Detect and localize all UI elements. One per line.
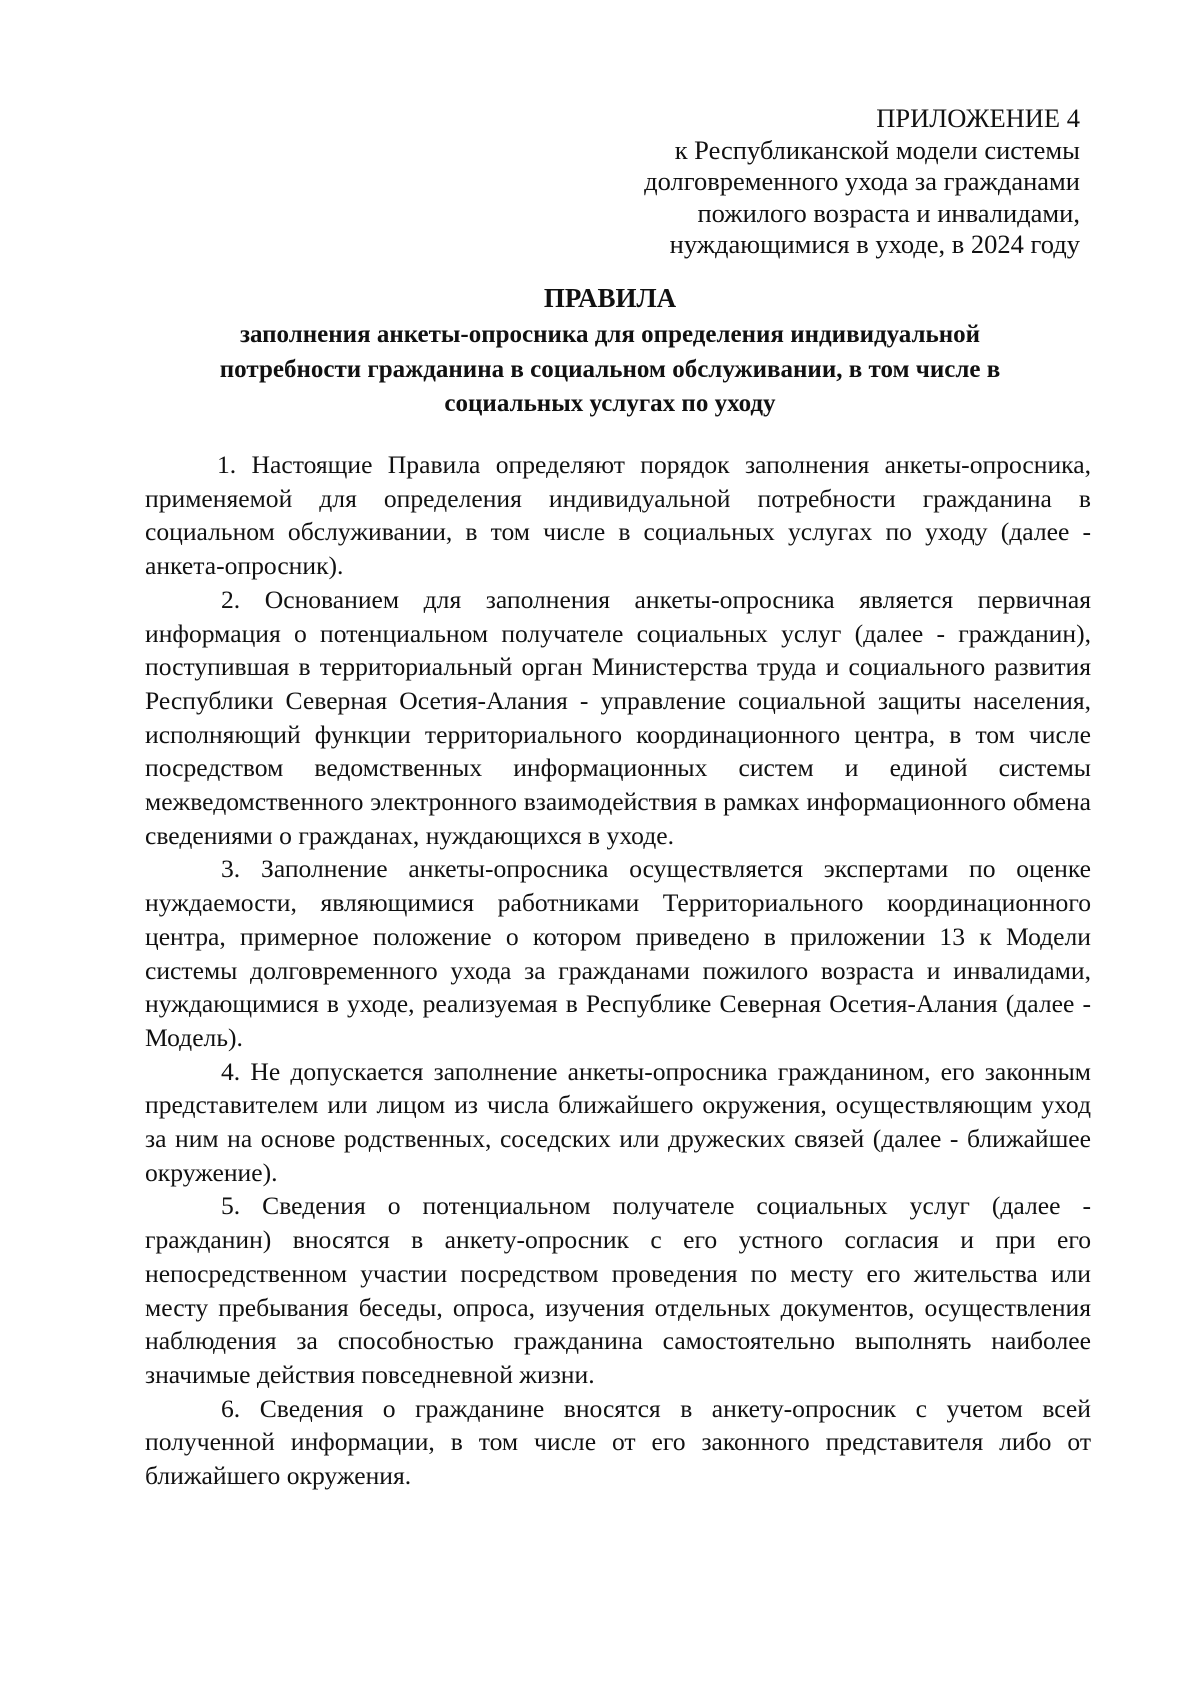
appendix-line: к Республиканской модели системы	[674, 134, 1080, 165]
paragraph-3: 3. Заполнение анкеты-опросника осуществляется экспертами по оценке нуждаемости, являющимися работниками Территориального координационного центра, примерное положение о котором приведено в приложении 13 к Модели системы долговременного ухода за гражданами пожилого возраста и инвалидами, нуждающимися в уходе, реализуемая в Республике Северная Осетия-Алания (далее - Модель).	[145, 854, 1091, 1052]
paragraph-6: 6. Сведения о гражданине вносятся в анкету-опросник с учетом всей полученной информации, в том числе от его законного представителя либо от ближайшего окружения.	[145, 1393, 1091, 1491]
paragraph-5: 5. Сведения о потенциальном получателе социальных услуг (далее - гражданин) вносятся в анкету-опросник с его устного согласия и при его непосредственном участии посредством проведения по месту его жительства или месту пребывания беседы, опроса, изучения отдельных документов, осуществления наблюдения за способностью гражданина самостоятельно выполнять наиболее значимые действия повседневной жизни.	[145, 1191, 1091, 1389]
document-title: ПРАВИЛА	[543, 283, 677, 313]
subtitle-line: потребности гражданина в социальном обслуживании, в том числе в	[219, 355, 1001, 383]
paragraph-2: 2. Основанием для заполнения анкеты-опросника является первичная информация о потенциальном получателе социальных услуг (далее - гражданин), поступившая в территориальный орган Министерства труда и социального развития Республики Северная Осетия-Алания - управление социальной защиты населения, исполняющий функции территориального координационного центра, в том числе посредством ведомственных информационных систем и единой системы межведомственного электронного взаимодействия в рамках информационного обмена сведениями о гражданах, нуждающихся в уходе.	[145, 584, 1091, 850]
appendix-header	[440, 103, 1080, 261]
appendix-line: ПРИЛОЖЕНИЕ 4	[876, 103, 1080, 133]
appendix-line: пожилого возраста и инвалидами,	[697, 197, 1080, 228]
subtitle-line: социальных услугах по уходу	[444, 390, 776, 417]
paragraph-1: 1. Настоящие Правила определяют порядок заполнения анкеты-опросника, применяемой для определения индивидуальной потребности гражданина в социальном обслуживании, в том числе в социальных услугах по уходу (далее - анкета-опросник).	[145, 450, 1091, 581]
paragraph-4: 4. Не допускается заполнение анкеты-опросника гражданином, его законным представителем или лицом из числа ближайшего окружения, осуществляющим уход за ним на основе родственных, соседских или дружеских связей (далее - ближайшее окружение).	[145, 1056, 1091, 1187]
subtitle-line: заполнения анкеты-опросника для определения индивидуальной	[239, 321, 981, 348]
document-subtitle	[150, 318, 1070, 422]
appendix-line: нуждающимися в уходе, в 2024 году	[669, 229, 1080, 260]
appendix-line: долговременного ухода за гражданами	[644, 166, 1080, 197]
document-body	[145, 448, 1091, 1493]
